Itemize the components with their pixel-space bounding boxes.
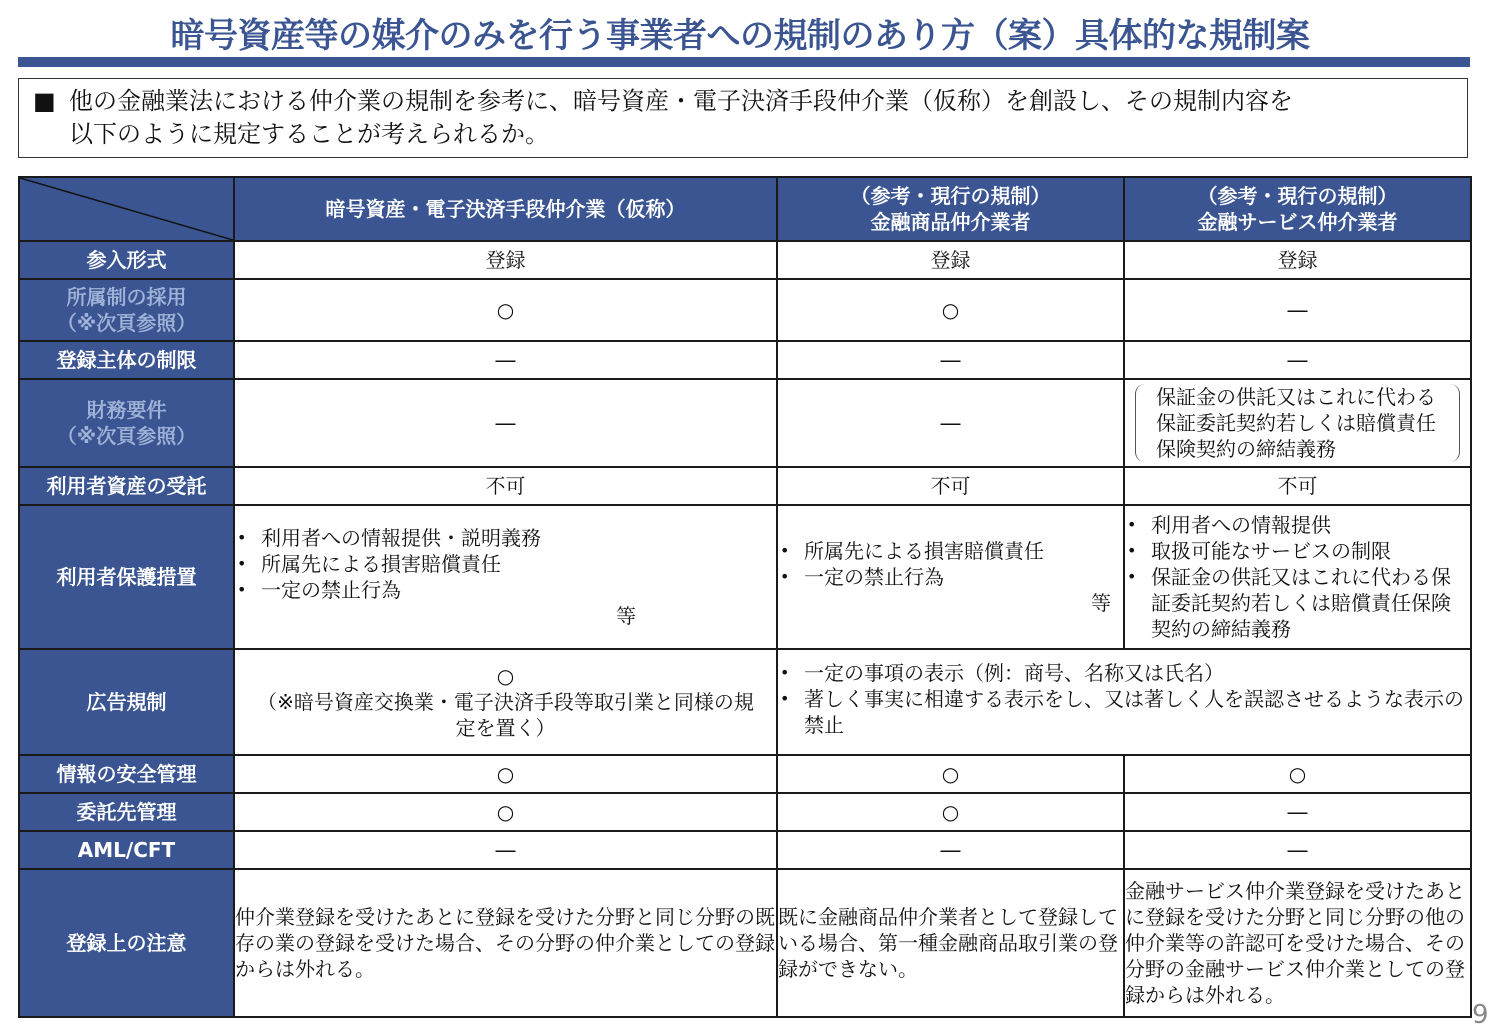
regulation-comparison-table bbox=[18, 176, 1472, 1018]
list-item: • 利用者への情報提供・説明義務 bbox=[235, 525, 776, 551]
list-item: • 所属先による損害賠償責任 bbox=[778, 538, 1123, 564]
table-cell: ― bbox=[777, 831, 1124, 869]
table-cell bbox=[777, 505, 1124, 649]
circle-mark: ○ bbox=[496, 664, 515, 688]
note-line: 保証委託契約若しくは賠償責任 bbox=[1156, 411, 1436, 435]
list-item: • 保証金の供託又はこれに代わる保証委託契約若しくは賠償責任保険契約の締結義務 bbox=[1125, 564, 1470, 642]
table-cell: 登録 bbox=[234, 241, 777, 279]
table-cell: ○ bbox=[1124, 755, 1471, 793]
table-cell: ― bbox=[234, 379, 777, 467]
row-label-text: 財務要件 bbox=[86, 398, 167, 422]
list-item: • 一定の禁止行為 bbox=[235, 577, 776, 603]
etcetera-marker: 等 bbox=[616, 604, 636, 628]
table-cell: ○ bbox=[234, 279, 777, 341]
table-cell: 不可 bbox=[1124, 467, 1471, 505]
bullet-list bbox=[778, 538, 1123, 590]
row-label: 広告規制 bbox=[19, 649, 234, 755]
table-cell: 金融サービス仲介業登録を受けたあとに登録を受けた分野と同じ分野の他の仲介業等の許認可を受けた場合、その分野の金融サービス仲介業としての登録からは外れる。 bbox=[1124, 869, 1471, 1017]
parenthetical-note bbox=[1135, 384, 1460, 462]
list-item: • 利用者への情報提供 bbox=[1125, 512, 1470, 538]
list-item: • 著しく事実に相違する表示をし、又は著しく人を誤認させるような表示の禁止 bbox=[778, 686, 1470, 738]
row-label-reference: （※次頁参照） bbox=[56, 311, 197, 335]
row-label: 利用者資産の受託 bbox=[19, 467, 234, 505]
bullet-list bbox=[235, 525, 776, 603]
table-cell: ― bbox=[234, 341, 777, 379]
table-cell: 仲介業登録を受けたあとに登録を受けた分野と同じ分野の既存の業の登録を受けた場合、その分野の仲介業としての登録からは外れる。 bbox=[234, 869, 777, 1017]
column-header-fi-intermediary bbox=[777, 177, 1124, 241]
row-label-reference: （※次頁参照） bbox=[56, 424, 197, 448]
etcetera-marker: 等 bbox=[1091, 591, 1111, 615]
table-row bbox=[19, 341, 1471, 379]
bullet-list bbox=[1125, 512, 1470, 642]
table-cell: ― bbox=[1124, 831, 1471, 869]
table-cell: ― bbox=[1124, 279, 1471, 341]
table-cell bbox=[234, 505, 777, 649]
table-cell: 登録 bbox=[1124, 241, 1471, 279]
lead-text-line1: 他の金融業法における仲介業の規制を参考に、暗号資産・電子決済手段仲介業（仮称）を創設し、その規制内容を bbox=[69, 87, 1293, 115]
lead-statement-box bbox=[18, 78, 1468, 158]
row-label bbox=[19, 279, 234, 341]
row-label: 利用者保護措置 bbox=[19, 505, 234, 649]
table-cell-merged bbox=[777, 649, 1471, 755]
title-underline-bar bbox=[18, 57, 1470, 67]
note-line: 保険契約の締結義務 bbox=[1156, 437, 1336, 461]
table-cell: 不可 bbox=[234, 467, 777, 505]
table-cell: ― bbox=[777, 379, 1124, 467]
table-row bbox=[19, 755, 1471, 793]
table-cell bbox=[234, 649, 777, 755]
corner-diagonal-cell bbox=[19, 177, 234, 241]
table-row bbox=[19, 831, 1471, 869]
table-row bbox=[19, 241, 1471, 279]
column-header-proposed: 暗号資産・電子決済手段仲介業（仮称） bbox=[234, 177, 777, 241]
table-row bbox=[19, 649, 1471, 755]
square-bullet-icon: ■ bbox=[33, 87, 56, 115]
row-label: 情報の安全管理 bbox=[19, 755, 234, 793]
row-label bbox=[19, 379, 234, 467]
table-row bbox=[19, 467, 1471, 505]
table-row bbox=[19, 505, 1471, 649]
table-cell: ○ bbox=[777, 279, 1124, 341]
row-label-text: 所属制の採用 bbox=[66, 285, 187, 309]
table-cell: ○ bbox=[777, 755, 1124, 793]
table-cell: 登録 bbox=[777, 241, 1124, 279]
list-item: • 一定の事項の表示（例：商号、名称又は氏名） bbox=[778, 660, 1470, 686]
table-cell: 既に金融商品仲介業者として登録している場合、第一種金融商品取引業の登録ができない。 bbox=[777, 869, 1124, 1017]
lead-text-line2: 以下のように規定することが考えられるか。 bbox=[69, 120, 549, 148]
column-header-fs-intermediary bbox=[1124, 177, 1471, 241]
table-cell: ― bbox=[777, 341, 1124, 379]
column-header-label: 金融商品仲介業者 bbox=[870, 210, 1031, 234]
table-cell: ― bbox=[1124, 793, 1471, 831]
diagonal-line-icon bbox=[20, 178, 233, 240]
column-header-label: 金融サービス仲介業者 bbox=[1197, 210, 1398, 234]
row-label: 登録主体の制限 bbox=[19, 341, 234, 379]
table-cell bbox=[1124, 379, 1471, 467]
bullet-list bbox=[778, 660, 1470, 738]
column-header-note: （参考・現行の規制） bbox=[850, 184, 1051, 208]
table-cell: ○ bbox=[234, 793, 777, 831]
table-row bbox=[19, 793, 1471, 831]
row-label: 委託先管理 bbox=[19, 793, 234, 831]
table-cell bbox=[1124, 505, 1471, 649]
page-title: 暗号資産等の媒介のみを行う事業者への規制のあり方（案）具体的な規制案 bbox=[170, 16, 1310, 56]
table-row bbox=[19, 279, 1471, 341]
table-cell: ― bbox=[234, 831, 777, 869]
row-label: 参入形式 bbox=[19, 241, 234, 279]
row-label: AML/CFT bbox=[19, 831, 234, 869]
note-line: 保証金の供託又はこれに代わる bbox=[1156, 385, 1436, 409]
page-number: 9 bbox=[1472, 1000, 1489, 1030]
table-cell: 不可 bbox=[777, 467, 1124, 505]
table-cell: ○ bbox=[777, 793, 1124, 831]
table-header-row bbox=[19, 177, 1471, 241]
list-item: • 取扱可能なサービスの制限 bbox=[1125, 538, 1470, 564]
cell-note: （※暗号資産交換業・電子決済手段等取引業と同様の規定を置く） bbox=[257, 690, 754, 740]
table-cell: ○ bbox=[234, 755, 777, 793]
column-header-note: （参考・現行の規制） bbox=[1197, 184, 1398, 208]
table-row bbox=[19, 869, 1471, 1017]
table-row bbox=[19, 379, 1471, 467]
list-item: • 所属先による損害賠償責任 bbox=[235, 551, 776, 577]
table-cell: ― bbox=[1124, 341, 1471, 379]
list-item: • 一定の禁止行為 bbox=[778, 564, 1123, 590]
row-label: 登録上の注意 bbox=[19, 869, 234, 1017]
